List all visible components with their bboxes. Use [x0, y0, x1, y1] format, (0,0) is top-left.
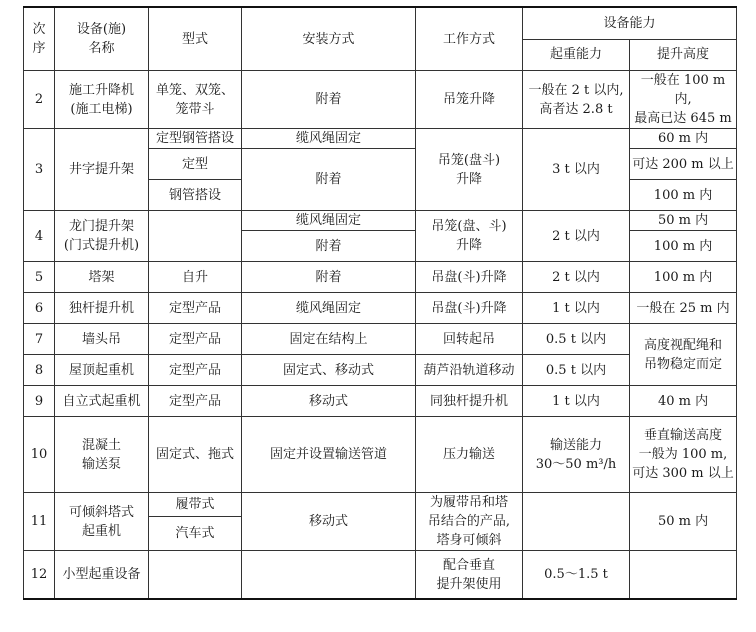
cell-name: 龙门提升架 (门式提升机): [55, 211, 149, 262]
cell-work: 吊笼升降: [416, 71, 523, 129]
cell-height: 可达 200 m 以上: [630, 149, 737, 180]
cell-name: 混凝土 输送泵: [55, 417, 149, 493]
cell-height: 50 m 内: [630, 211, 737, 231]
header-row: [24, 7, 737, 39]
cell-type: 钢管搭设: [149, 180, 242, 211]
cell-height: 高度视配绳和 吊物稳定而定: [630, 324, 737, 386]
cell-seq: 2: [24, 71, 55, 129]
cell-height: 一般在 100 m 内, 最高已达 645 m: [630, 71, 737, 129]
cell-name: 施工升降机 (施工电梯): [55, 71, 149, 129]
cell-install: 固定式、移动式: [242, 355, 416, 386]
cell-seq: 9: [24, 386, 55, 417]
header-capability: 设备能力: [523, 7, 737, 39]
cell-type: [149, 551, 242, 600]
header-install: 安装方式: [242, 7, 416, 71]
table-row: [24, 386, 737, 417]
header-seq: 次 序: [24, 7, 55, 71]
cell-install: 缆风绳固定: [242, 211, 416, 231]
cell-height: 100 m 内: [630, 180, 737, 211]
cell-type: 定型: [149, 149, 242, 180]
cell-work: 回转起吊: [416, 324, 523, 355]
cell-capacity: 2 t 以内: [523, 262, 630, 293]
cell-height: 100 m 内: [630, 262, 737, 293]
cell-capacity: 0.5 t 以内: [523, 324, 630, 355]
cell-seq: 10: [24, 417, 55, 493]
cell-name: 独杆提升机: [55, 293, 149, 324]
cell-install: 附着: [242, 262, 416, 293]
cell-height: 100 m 内: [630, 231, 737, 262]
table-row: [24, 262, 737, 293]
cell-seq: 4: [24, 211, 55, 262]
cell-work: 葫芦沿轨道移动: [416, 355, 523, 386]
cell-type: [149, 211, 242, 262]
cell-install: 移动式: [242, 386, 416, 417]
cell-work: 吊盘(斗)升降: [416, 293, 523, 324]
table-row: [24, 71, 737, 129]
cell-install: 固定并设置输送管道: [242, 417, 416, 493]
cell-capacity: 1 t 以内: [523, 386, 630, 417]
cell-type: 固定式、拖式: [149, 417, 242, 493]
table-row: [24, 129, 737, 149]
cell-name: 屋顶起重机: [55, 355, 149, 386]
cell-seq: 6: [24, 293, 55, 324]
table-row: [24, 551, 737, 600]
cell-height: [630, 551, 737, 600]
table-row: [24, 493, 737, 517]
cell-seq: 3: [24, 129, 55, 211]
cell-name: 自立式起重机: [55, 386, 149, 417]
cell-capacity: 1 t 以内: [523, 293, 630, 324]
equipment-table: [23, 6, 737, 600]
table-row: [24, 324, 737, 355]
cell-type: 定型产品: [149, 355, 242, 386]
cell-install: 缆风绳固定: [242, 129, 416, 149]
cell-height: 40 m 内: [630, 386, 737, 417]
cell-capacity: 3 t 以内: [523, 129, 630, 211]
cell-type: 履带式: [149, 493, 242, 517]
cell-type: 定型钢管搭设: [149, 129, 242, 149]
cell-work: 吊盘(斗)升降: [416, 262, 523, 293]
cell-capacity: 0.5～1.5 t: [523, 551, 630, 600]
cell-work: 为履带吊和塔 吊结合的产品, 塔身可倾斜: [416, 493, 523, 551]
cell-install: 固定在结构上: [242, 324, 416, 355]
cell-capacity: 0.5 t 以内: [523, 355, 630, 386]
cell-work: 压力输送: [416, 417, 523, 493]
cell-install: 附着: [242, 71, 416, 129]
cell-seq: 11: [24, 493, 55, 551]
cell-type: 自升: [149, 262, 242, 293]
cell-type: 定型产品: [149, 324, 242, 355]
cell-name: 塔架: [55, 262, 149, 293]
table-row: [24, 211, 737, 231]
header-type: 型式: [149, 7, 242, 71]
cell-name: 井字提升架: [55, 129, 149, 211]
cell-type: 定型产品: [149, 293, 242, 324]
cell-capacity: 输送能力 30～50 m³/h: [523, 417, 630, 493]
cell-height: 垂直输送高度 一般为 100 m, 可达 300 m 以上: [630, 417, 737, 493]
table-row: [24, 293, 737, 324]
cell-height: 一般在 25 m 内: [630, 293, 737, 324]
cell-install: 附着: [242, 149, 416, 211]
cell-height: 50 m 内: [630, 493, 737, 551]
cell-type: 汽车式: [149, 517, 242, 551]
cell-install: 移动式: [242, 493, 416, 551]
header-name: 设备(施) 名称: [55, 7, 149, 71]
cell-seq: 7: [24, 324, 55, 355]
cell-install: 缆风绳固定: [242, 293, 416, 324]
header-lift-capacity: 起重能力: [523, 39, 630, 70]
cell-name: 可倾斜塔式 起重机: [55, 493, 149, 551]
cell-name: 墙头吊: [55, 324, 149, 355]
cell-install: 附着: [242, 231, 416, 262]
cell-work: 配合垂直 提升架使用: [416, 551, 523, 600]
cell-capacity: 一般在 2 t 以内, 高者达 2.8 t: [523, 71, 630, 129]
cell-height: 60 m 内: [630, 129, 737, 149]
cell-capacity: [523, 493, 630, 551]
cell-seq: 8: [24, 355, 55, 386]
cell-type: 单笼、双笼、 笼带斗: [149, 71, 242, 129]
cell-work: 同独杆提升机: [416, 386, 523, 417]
cell-seq: 12: [24, 551, 55, 600]
cell-type: 定型产品: [149, 386, 242, 417]
cell-name: 小型起重设备: [55, 551, 149, 600]
cell-install: [242, 551, 416, 600]
table-row: [24, 417, 737, 493]
header-work: 工作方式: [416, 7, 523, 71]
cell-seq: 5: [24, 262, 55, 293]
cell-work: 吊笼(盘斗) 升降: [416, 129, 523, 211]
cell-capacity: 2 t 以内: [523, 211, 630, 262]
cell-work: 吊笼(盘、斗) 升降: [416, 211, 523, 262]
header-lift-height: 提升高度: [630, 39, 737, 70]
